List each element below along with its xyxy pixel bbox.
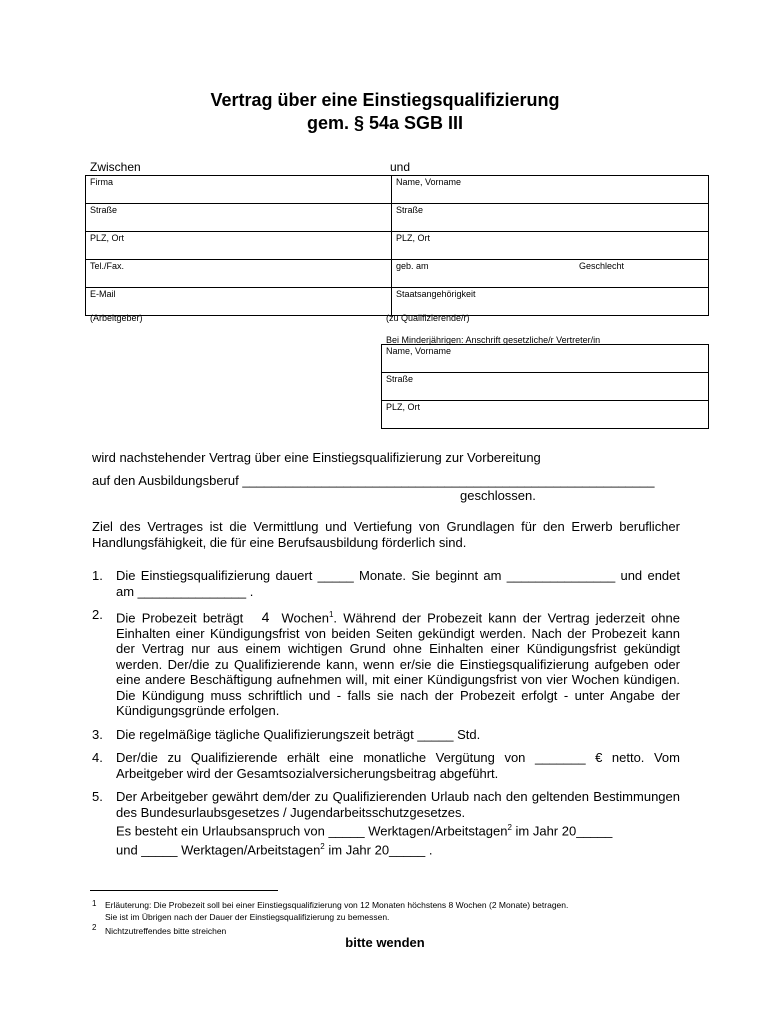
- clause-text: . Während der Probezeit kann der Vertrag jederzeit ohne Einhalten einer Kündigungsfrist von beiden Seiten gekündigt werden. Nach der Probezeit kann der Vertrag nur aus einem wichtigen Grund ohne Einhalten einer Kündigungsfrist gekündigt werden. Der/die zu Qualifizierende kann, wenn er/sie die Einstiegsqualifizierung aufgeben oder eine andere Beschäftigung aufnehmen will, mit einer Kündigungsfrist von vier Wochen kündigen. Die Kündigung muss schriftlich und - falls sie nach der Probezeit erfolgt - unter Angabe der Kündigungsgründe erfolgen.: [116, 610, 680, 719]
- employer-street-field[interactable]: [86, 204, 392, 232]
- footnote-2-text: Nichtzutreffendes bitte streichen: [105, 926, 227, 936]
- occupation-label: auf den Ausbildungsberuf: [92, 473, 239, 488]
- intro-line-3: geschlossen.: [460, 488, 536, 503]
- footnote-2-mark: 2: [92, 923, 97, 932]
- between-heading: Zwischen: [90, 160, 141, 174]
- trainee-street-field[interactable]: [392, 204, 709, 232]
- clause-text: Der/die zu Qualifizierende erhält eine monatliche Vergütung von _______ € netto. Vom Arbeitgeber wird der Gesamtsozialversicherungsbeitrag abgeführt.: [116, 750, 680, 781]
- employer-email-field[interactable]: [86, 288, 392, 316]
- clause-list: [90, 568, 680, 866]
- guardian-city-field[interactable]: [382, 401, 709, 429]
- clause-duration: [90, 568, 680, 599]
- clause-text: und _____ Werktagen/Arbeitstagen: [116, 842, 321, 858]
- field-label: Name, Vorname: [396, 177, 462, 187]
- probation-weeks-field[interactable]: 4: [261, 609, 270, 626]
- guardian-table: [381, 344, 709, 429]
- clause-hours: [90, 727, 680, 743]
- clause-text: im Jahr 20_____ .: [324, 842, 433, 858]
- trainee-birth-field[interactable]: [392, 260, 709, 288]
- footnote-ref: 2: [320, 842, 325, 852]
- trainee-name-field[interactable]: [392, 176, 709, 204]
- field-label: Firma: [90, 177, 113, 187]
- guardian-name-field[interactable]: [382, 345, 709, 373]
- field-label: geb. am: [396, 261, 429, 271]
- employer-caption: (Arbeitgeber): [90, 313, 143, 323]
- field-label: PLZ, Ort: [386, 402, 421, 412]
- employer-phone-field[interactable]: [86, 260, 392, 288]
- document-subtitle: gem. § 54a SGB III: [306, 113, 464, 133]
- clause-text: Die regelmäßige tägliche Qualifizierungszeit beträgt _____ Std.: [116, 726, 481, 742]
- field-label: Straße: [396, 205, 424, 215]
- clause-remuneration: [90, 750, 680, 781]
- field-label: Staatsangehörigkeit: [396, 289, 476, 299]
- trainee-city-field[interactable]: [392, 232, 709, 260]
- gender-label: Geschlecht: [579, 261, 625, 271]
- clause-text: Die Einstiegsqualifizierung dauert _____ Monate. Sie beginnt am _______________ und endet am _______________ .: [116, 568, 680, 599]
- employer-city-field[interactable]: [86, 232, 392, 260]
- intro-line-2: [92, 473, 654, 489]
- clause-number: 5.: [92, 789, 103, 805]
- field-label: PLZ, Ort: [396, 233, 431, 243]
- and-heading: und: [390, 160, 411, 174]
- clause-number: 4.: [92, 750, 103, 766]
- clause-text: Wochen: [281, 610, 329, 626]
- footnote-1-line-2: Sie ist im Übrigen nach der Dauer der Einstiegsqualifizierung zu bemessen.: [105, 912, 390, 922]
- clause-number: 3.: [92, 726, 103, 742]
- clause-text: Der Arbeitgeber gewährt dem/der zu Qualifizierenden Urlaub nach den geltenden Bestimmungen des Bundesurlaubsgesetzes / Jugendarbeitsschutzgesetzes.: [116, 789, 680, 820]
- guardian-street-field[interactable]: [382, 373, 709, 401]
- guardian-caption: Bei Minderjährigen: Anschrift gesetzliche/r Vertreter/in: [386, 335, 601, 345]
- clause-text: im Jahr 20_____: [511, 823, 613, 839]
- clause-vacation: [90, 789, 680, 858]
- field-label: Straße: [90, 205, 118, 215]
- footnote-separator: [90, 890, 278, 891]
- employer-company-field[interactable]: [86, 176, 392, 204]
- occupation-field[interactable]: _________________________________________________________: [242, 473, 655, 488]
- field-label: PLZ, Ort: [90, 233, 125, 243]
- clause-probation: [90, 607, 680, 719]
- intro-line-1: wird nachstehender Vertrag über eine Einstiegsqualifizierung zur Vorbereitung: [92, 450, 541, 465]
- parties-table: [85, 175, 709, 316]
- footnote-ref: 2: [507, 823, 512, 833]
- field-label: Name, Vorname: [386, 346, 452, 356]
- clause-text: Die Probezeit beträgt: [116, 610, 244, 626]
- clause-number: 1.: [92, 568, 103, 583]
- document-title: Vertrag über eine Einstiegsqualifizierung: [210, 90, 560, 110]
- purpose-paragraph: Ziel des Vertrages ist die Vermittlung und Vertiefung von Grundlagen für den Erwerb beruflicher Handlungsfähigkeit, die für eine Berufsausbildung förderlich sind.: [92, 519, 680, 550]
- footnote-ref: 1: [328, 610, 334, 619]
- trainee-caption: (zu Qualifizierende/r): [386, 313, 470, 323]
- field-label: Straße: [386, 374, 414, 384]
- turn-over-note: bitte wenden: [345, 935, 425, 950]
- field-label: Tel./Fax.: [90, 261, 125, 271]
- clause-number: 2.: [92, 607, 103, 622]
- footnote-1-mark: 1: [92, 899, 97, 908]
- footnote-1-line-1: Erläuterung: Die Probezeit soll bei einer Einstiegsqualifizierung von 12 Monaten höchstens 8 Wochen (2 Monate) betragen.: [105, 900, 569, 910]
- trainee-nationality-field[interactable]: [392, 288, 709, 316]
- field-label: E-Mail: [90, 289, 116, 299]
- clause-text: Es besteht ein Urlaubsanspruch von _____ Werktagen/Arbeitstagen: [116, 823, 508, 839]
